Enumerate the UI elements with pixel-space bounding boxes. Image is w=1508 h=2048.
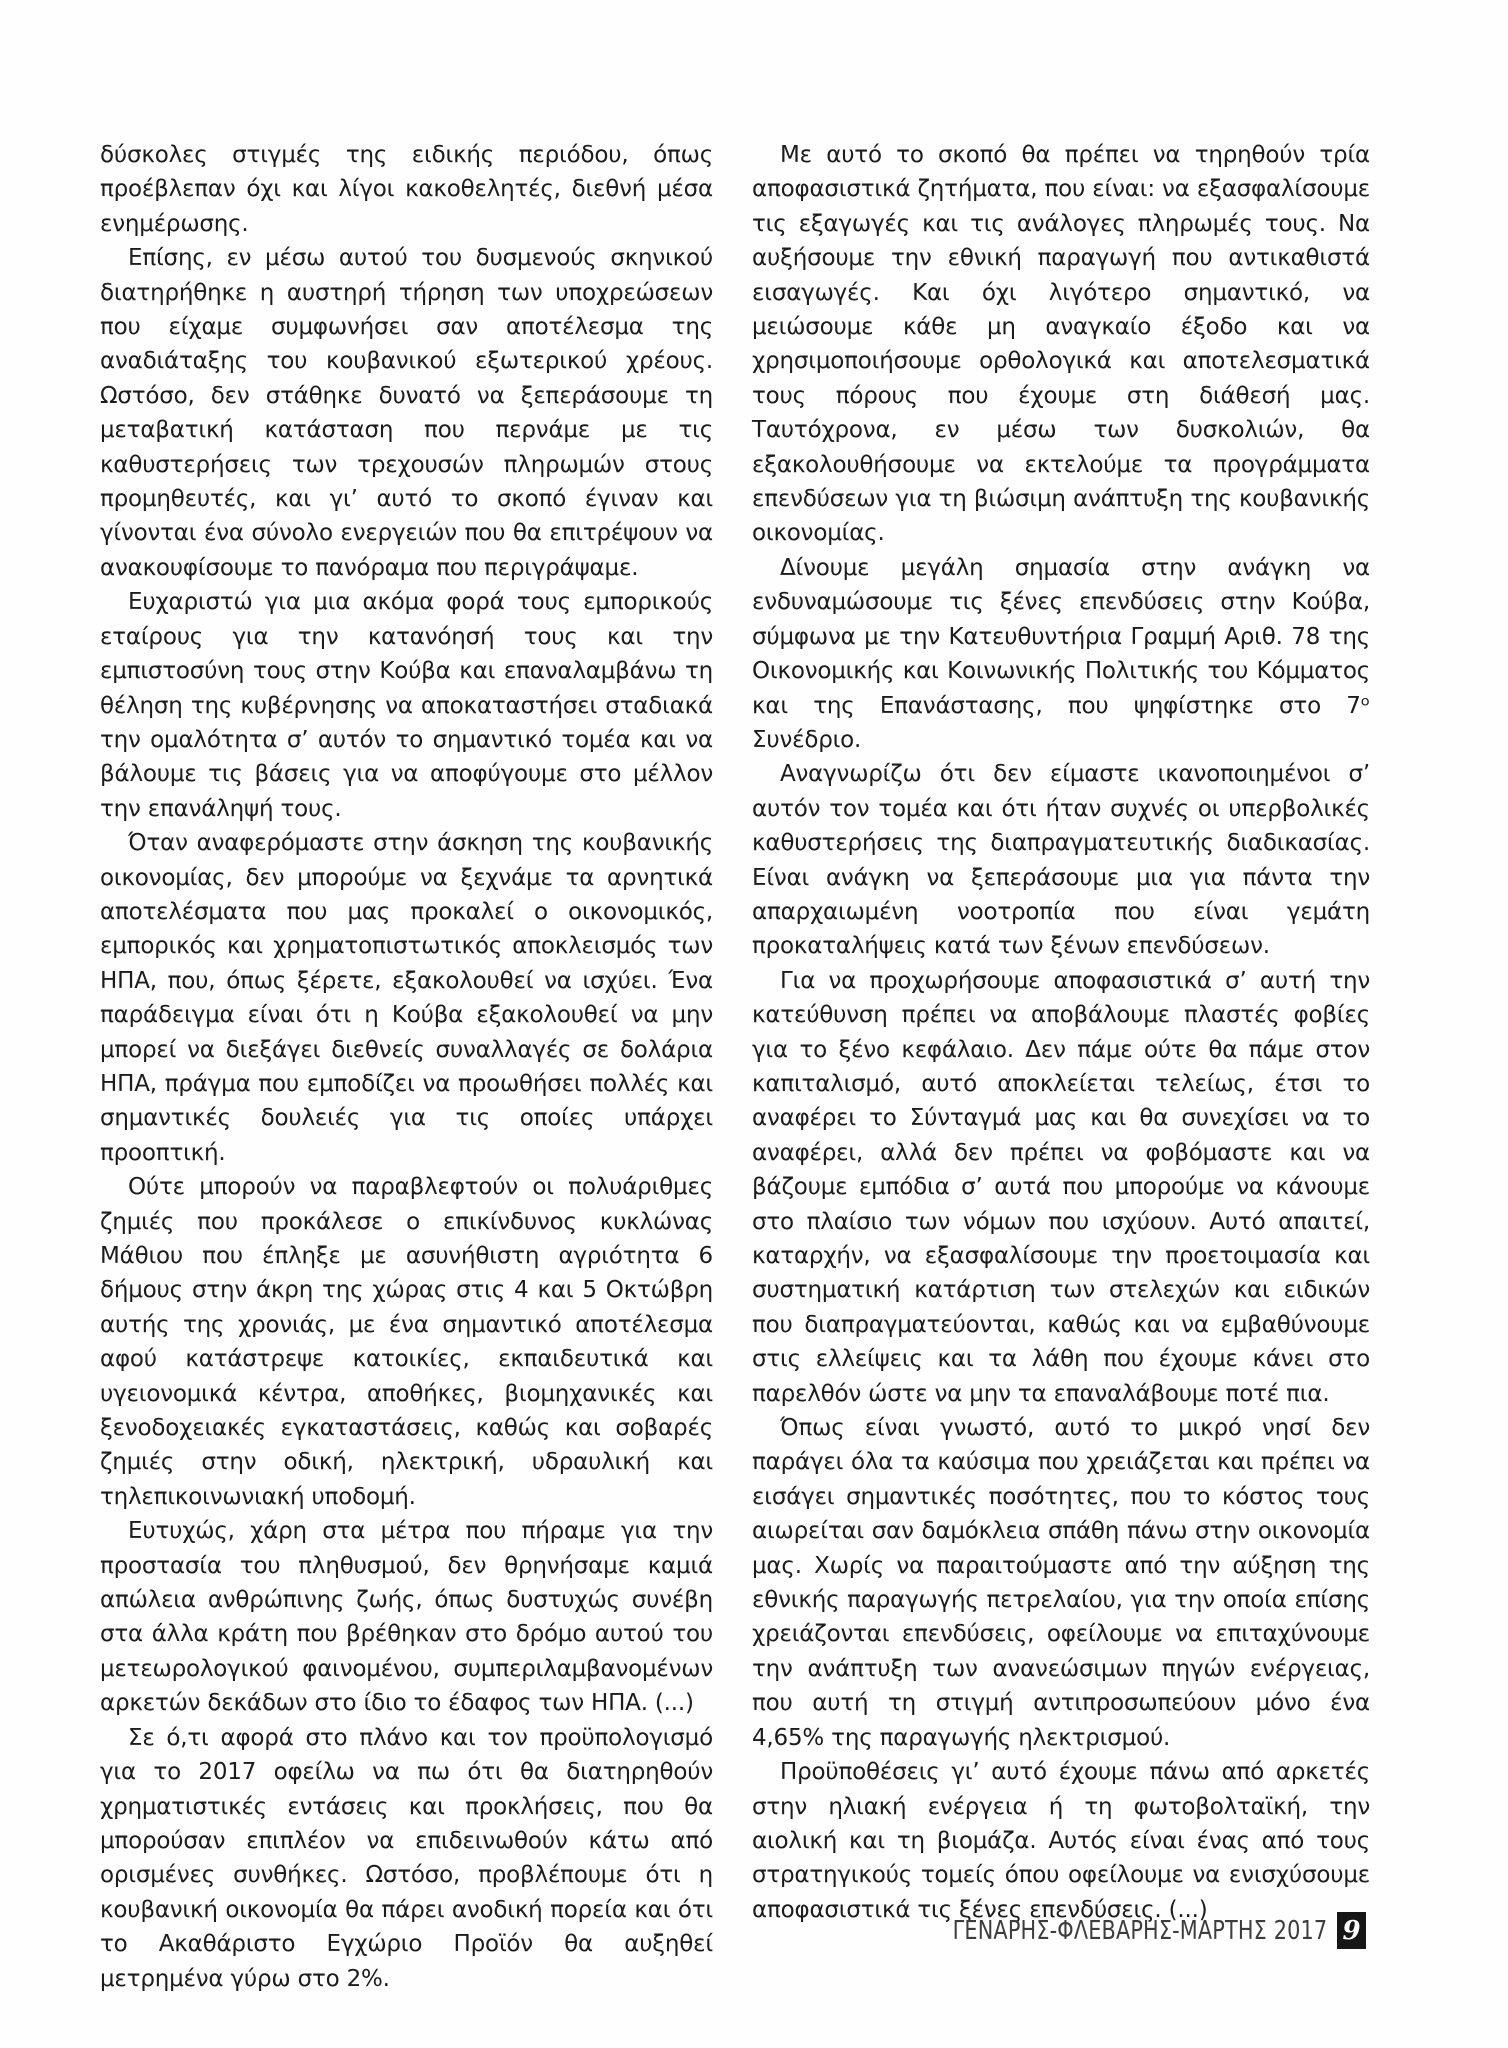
paragraph: Δίνουμε μεγάλη σημασία στην ανάγκη να ενδυναμώσουμε τις ξένες επενδύσεις στην Κούβα, σύμφωνα με την Κατευθυντήρια Γραμμή Αριθ. 78 της Οικονομικής και Κοινωνικής Πολιτικής του Κόμματος και της Επανάστασης, που ψηφίστηκε στο 7ᵒ Συνέδριο. bbox=[752, 554, 1370, 753]
footer-issue-label: ΓΕΝΑΡΗΣ-ΦΛΕΒΑΡΗΣ-ΜΑΡΤΗΣ 2017 bbox=[952, 1915, 1327, 1946]
page-number: 9 bbox=[1342, 1915, 1361, 1946]
paragraph: Ευχαριστώ για μια ακόμα φορά τους εμπορικούς εταίρους για την κατανόησή τους και την εμπιστοσύνη τους στην Κούβα και επαναλαμβάνω τη θέληση της κυβέρνησης να αποκαταστήσει σταδιακά την ομαλότητα σ’ αυτόν το σημαντικό τομέα και να βάλουμε τις βάσεις για να αποφύγουμε στο μέλλον την επανάληψή τους. bbox=[100, 589, 713, 822]
paragraph: Ούτε μπορούν να παραβλεφτούν οι πολυάριθμες ζημιές που προκάλεσε ο επικίνδυνος κυκλώνας Μάθιου που έπληξε με ασυνήθιστη αγριότητα 6 δήμους στην άκρη της χώρας στις 4 και 5 Οκτώβρη αυτής της χρονιάς, με ένα σημαντικό αποτέλεσμα αφού κατάστρεψε κατοικίες, εκπαιδευτικά και υγειονομικά κέντρα, αποθήκες, βιομηχανικές και ξενοδοχειακές εγκαταστάσεις, καθώς και σοβαρές ζημιές στην οδική, ηλεκτρική, υδραυλική και τηλεπικοινωνιακή υποδομή. bbox=[100, 1174, 713, 1510]
paragraph: δύσκολες στιγμές της ειδικής περιόδου, όπως προέβλεπαν όχι και λίγοι κακοθελητές, διεθνή μέσα ενημέρωσης. bbox=[100, 142, 713, 237]
page-number-box bbox=[1337, 1912, 1366, 1949]
paragraph: Επίσης, εν μέσω αυτού του δυσμενούς σκηνικού διατηρήθηκε η αυστηρή τήρηση των υποχρεώσεων που είχαμε συμφωνήσει σαν αποτέλεσμα της αναδιάταξης του κουβανικού εξωτερικού χρέους. Ωστόσο, δεν στάθηκε δυνατό να ξεπεράσουμε τη μεταβατική κατάσταση που περνάμε με τις καθυστερήσεις των τρεχουσών πληρωμών στους προμηθευτές, και γι’ αυτό το σκοπό έγιναν και γίνονται ένα σύνολο ενεργειών που θα επιτρέψουν να ανακουφίσουμε το πανόραμα που περιγράψαμε. bbox=[100, 245, 713, 581]
paragraph: Προϋποθέσεις γι’ αυτό έχουμε πάνω από αρκετές στην ηλιακή ενέργεια ή τη φωτοβολταϊκή, την αιολική και τη βιομάζα. Αυτός είναι ένας από τους στρατηγικούς τομείς όπου οφείλουμε να ενισχύσουμε αποφασιστικά τις ξένες επενδύσεις. (...) bbox=[752, 1759, 1370, 1923]
paragraph: Όταν αναφερόμαστε στην άσκηση της κουβανικής οικονομίας, δεν μπορούμε να ξεχνάμε τα αρνητικά αποτελέσματα που μας προκαλεί ο οικονομικός, εμπορικός και χρηματοπιστωτικός αποκλεισμός των ΗΠΑ, που, όπως ξέρετε, εξακολουθεί να ισχύει. Ένα παράδειγμα είναι ότι η Κούβα εξακολουθεί να μην μπορεί να διεξάγει διεθνείς συναλλαγές σε δολάρια ΗΠΑ, πράγμα που εμποδίζει να προωθήσει πολλές και σημαντικές δουλειές για τις οποίες υπάρχει προοπτική. bbox=[100, 830, 713, 1166]
paragraph: Με αυτό το σκοπό θα πρέπει να τηρηθούν τρία αποφασιστικά ζητήματα, που είναι: να εξασφαλίσουμε τις εξαγωγές και τις ανάλογες πληρωμές τους. Να αυξήσουμε την εθνική παραγωγή που αντικαθιστά εισαγωγές. Και όχι λιγότερο σημαντικό, να μειώσουμε κάθε μη αναγκαίο έξοδο και να χρησιμοποιήσουμε ορθολογικά και αποτελεσματικά τους πόρους που έχουμε στη διάθεσή μας. Ταυτόχρονα, εν μέσω των δυσκολιών, θα εξακολουθήσουμε να εκτελούμε τα προγράμματα επενδύσεων για τη βιώσιμη ανάπτυξη της κουβανικής οικονομίας. bbox=[752, 142, 1370, 547]
text-column-right bbox=[752, 138, 1370, 1927]
paragraph: Για να προχωρήσουμε αποφασιστικά σ’ αυτή την κατεύθυνση πρέπει να αποβάλουμε πλαστές φοβίες για το ξένο κεφάλαιο. Δεν πάμε ούτε θα πάμε στον καπιταλισμό, αυτό αποκλείεται τελείως, έτσι το αναφέρει το Σύνταγμά μας και θα συνεχίσει να το αναφέρει, αλλά δεν πρέπει να φοβόμαστε και να βάζουμε εμπόδια σ’ αυτά που μπορούμε να κάνουμε στο πλαίσιο των νόμων που ισχύουν. Αυτό απαιτεί, καταρχήν, να εξασφαλίσουμε την προετοιμασία και συστηματική κατάρτιση των στελεχών και ειδικών που διαπραγματεύονται, καθώς και να εμβαθύνουμε στις ελλείψεις και τα λάθη που έχουμε κάνει στο παρελθόν ώστε να μην τα επαναλάβουμε ποτέ πια. bbox=[752, 967, 1370, 1407]
paragraph: Ευτυχώς, χάρη στα μέτρα που πήραμε για την προστασία του πληθυσμού, δεν θρηνήσαμε καμιά απώλεια ανθρώπινης ζωής, όπως δυστυχώς συνέβη στα άλλα κράτη που βρέθηκαν στο δρόμο αυτού του μετεωρολογικού φαινομένου, συμπεριλαμβανομένων αρκετών δεκάδων στο ίδιο το έδαφος των ΗΠΑ. (...) bbox=[100, 1518, 713, 1717]
page-footer bbox=[859, 1912, 1366, 1949]
paragraph: Όπως είναι γνωστό, αυτό το μικρό νησί δεν παράγει όλα τα καύσιμα που χρειάζεται και πρέπει να εισάγει σημαντικές ποσότητες, που το κόστος τους αιωρείται σαν δαμόκλεια σπάθη πάνω στην οικονομία μας. Χωρίς να παραιτούμαστε από την αύξηση της εθνικής παραγωγής πετρελαίου, για την οποία επίσης χρειάζονται επενδύσεις, οφείλουμε να επιταχύνουμε την ανάπτυξη των ανανεώσιμων πηγών ενέργειας, που αυτή τη στιγμή αντιπροσωπεύουν μόνο ένα 4,65% της παραγωγής ηλεκτρισμού. bbox=[752, 1415, 1370, 1751]
paragraph: Αναγνωρίζω ότι δεν είμαστε ικανοποιημένοι σ’ αυτόν τον τομέα και ότι ήταν συχνές οι υπερβολικές καθυστερήσεις της διαπραγματευτικής διαδικασίας. Είναι ανάγκη να ξεπεράσουμε μια για πάντα την απαρχαιωμένη νοοτροπία που είναι γεμάτη προκαταλήψεις κατά των ξένων επενδύσεων. bbox=[752, 761, 1370, 960]
text-column-left bbox=[100, 138, 713, 1996]
paragraph: Σε ό,τι αφορά στο πλάνο και τον προϋπολογισμό για το 2017 οφείλω να πω ότι θα διατηρηθούν χρηματιστικές εντάσεις και προκλήσεις, που θα μπορούσαν επιπλέον να επιδεινωθούν κάτω από ορισμένες συνθήκες. Ωστόσο, προβλέπουμε ότι η κουβανική οικονομία θα πάρει ανοδική πορεία και ότι το Ακαθάριστο Εγχώριο Προϊόν θα αυξηθεί μετρημένα γύρω στο 2%. bbox=[100, 1724, 713, 1992]
